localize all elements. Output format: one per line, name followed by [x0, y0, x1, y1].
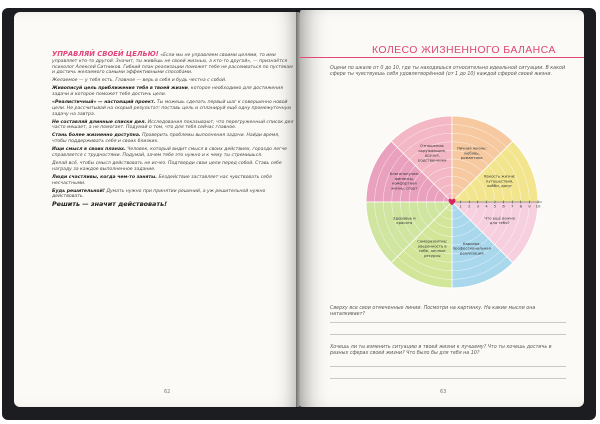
left-page-heading: УПРАВЛЯЙ СВОЕЙ ЦЕЛЬЮ! [52, 50, 159, 58]
left-page-number: 62 [164, 389, 171, 395]
right-page-intro: Оцени по шкале от 0 до 10, где ты находишься относительно идеальной ситуации. В какой сфере ты чувствуешь себя удовлетворённой (от 1 до 10) каждой сферой своей жизни. [330, 66, 566, 77]
life-balance-wheel [320, 110, 584, 300]
wheel-sector-label: Карьера, профессиональная реализация [452, 240, 491, 256]
scale-tick-label: 6 [502, 203, 505, 209]
scale-tick-label: 3 [476, 203, 480, 209]
scale-tick-label: 9 [528, 203, 531, 209]
left-page [14, 12, 300, 407]
question-1: Сверху все свои отмеченные линии. Посмотри на картинку. На какие мысли она наталкивает? [330, 306, 536, 317]
wheel-sector-label: Благополучие: финансы, комфортная жизнь, спорт [389, 171, 420, 191]
scale-tick-label: 5 [493, 203, 497, 209]
scale-tick-label: 4 [485, 203, 488, 209]
wheel-svg [320, 110, 584, 300]
answer-line [330, 366, 566, 367]
scale-tick-label: 1 [459, 203, 462, 209]
answer-line [330, 378, 566, 379]
title-underline [300, 57, 584, 58]
wheel-sector-label: Здоровье и красота [393, 215, 416, 226]
scale-tick-label: 2 [467, 203, 471, 209]
scale-tick-label: 8 [519, 203, 523, 209]
wheel-sector-label: Что ещё важно для тебя? [484, 215, 515, 226]
right-page-title: КОЛЕСО ЖИЗНЕННОГО БАЛАНСА [372, 44, 556, 56]
left-page-text: УПРАВЛЯЙ СВОЕЙ ЦЕЛЬЮ! «Если мы не управляем своими целями, то ими управляет кто-то другой. Значит, ты живёшь не своей жизнью, а кто-то другой», — признаётся психолог Алексей Ситников. Гибкий план реализации поможет тебе не рассеиваться по пустякам и достичь желаемого самыми эффективными способами. Желаемое — у тебя есть. Главное — верь в себя и будь честна с собой. Живописуй цель приближения тебя в твоей жизни, которое необходимо для достижения задачи и которое поможет тебе достичь цели. «Реалистичный» — настоящий проект. Ты можешь сделать первый шаг к совершенно новой цели. Не рассчитывай на скорый результат: поставь цель и спланируй ещё одну промежуточную задачу на завтра. Не составляй длинные списки дел. Исследования показывают, что перегруженный список дел часто мешает, а не помогает. Подумай о том, что для тебя сейчас главное. Стань более жизненно доступна. Проверить проблемы выполнения задачи. Найди время, чтобы поддерживать себя и своих близких. Ищи смысл в своих планах. Человек, который видит смысл в своих действиях, гораздо легче справляется с трудностями. Подумай, зачем тебе это нужно и к чему ты стремишься. Делай всё, чтобы смысл действовать не исчез. Подтверди свои цели перед собой. Ставь себе награду за каждое выполненное задание. Люди счастливы, когда чем-то заняты. Бездействие заставляет нас чувствовать себя несчастными. Будь решительной! Думать нужно при принятии решений, а уж решительной нужно действовать. Решить — значит действовать! [52, 50, 294, 209]
wheel-sector-label: Отношения: окружающие, друзья, родственники [418, 143, 447, 163]
answer-line [330, 322, 566, 323]
wheel-sector-label: Личная жизнь: любовь, романтика [456, 145, 487, 161]
scale-tick-label: 10 [535, 203, 541, 209]
right-page [300, 10, 584, 407]
wheel-sector-label: Яркость жизни: путешествия, хобби, досуг [483, 173, 516, 189]
wheel-sector-label: Саморазвитие: уверенность в себе, личные ресурсы [417, 238, 448, 258]
left-final-phrase: Решить — значит действовать! [52, 200, 168, 209]
answer-line [330, 334, 566, 335]
question-2: Хочешь ли ты изменить ситуацию в твоей жизни к лучшему? Что ты хочешь достичь в разных сферах своей жизни? Что было бы для тебя на 10? [330, 345, 552, 356]
right-page-number: 63 [440, 389, 447, 395]
scale-tick-label: 7 [510, 203, 514, 209]
